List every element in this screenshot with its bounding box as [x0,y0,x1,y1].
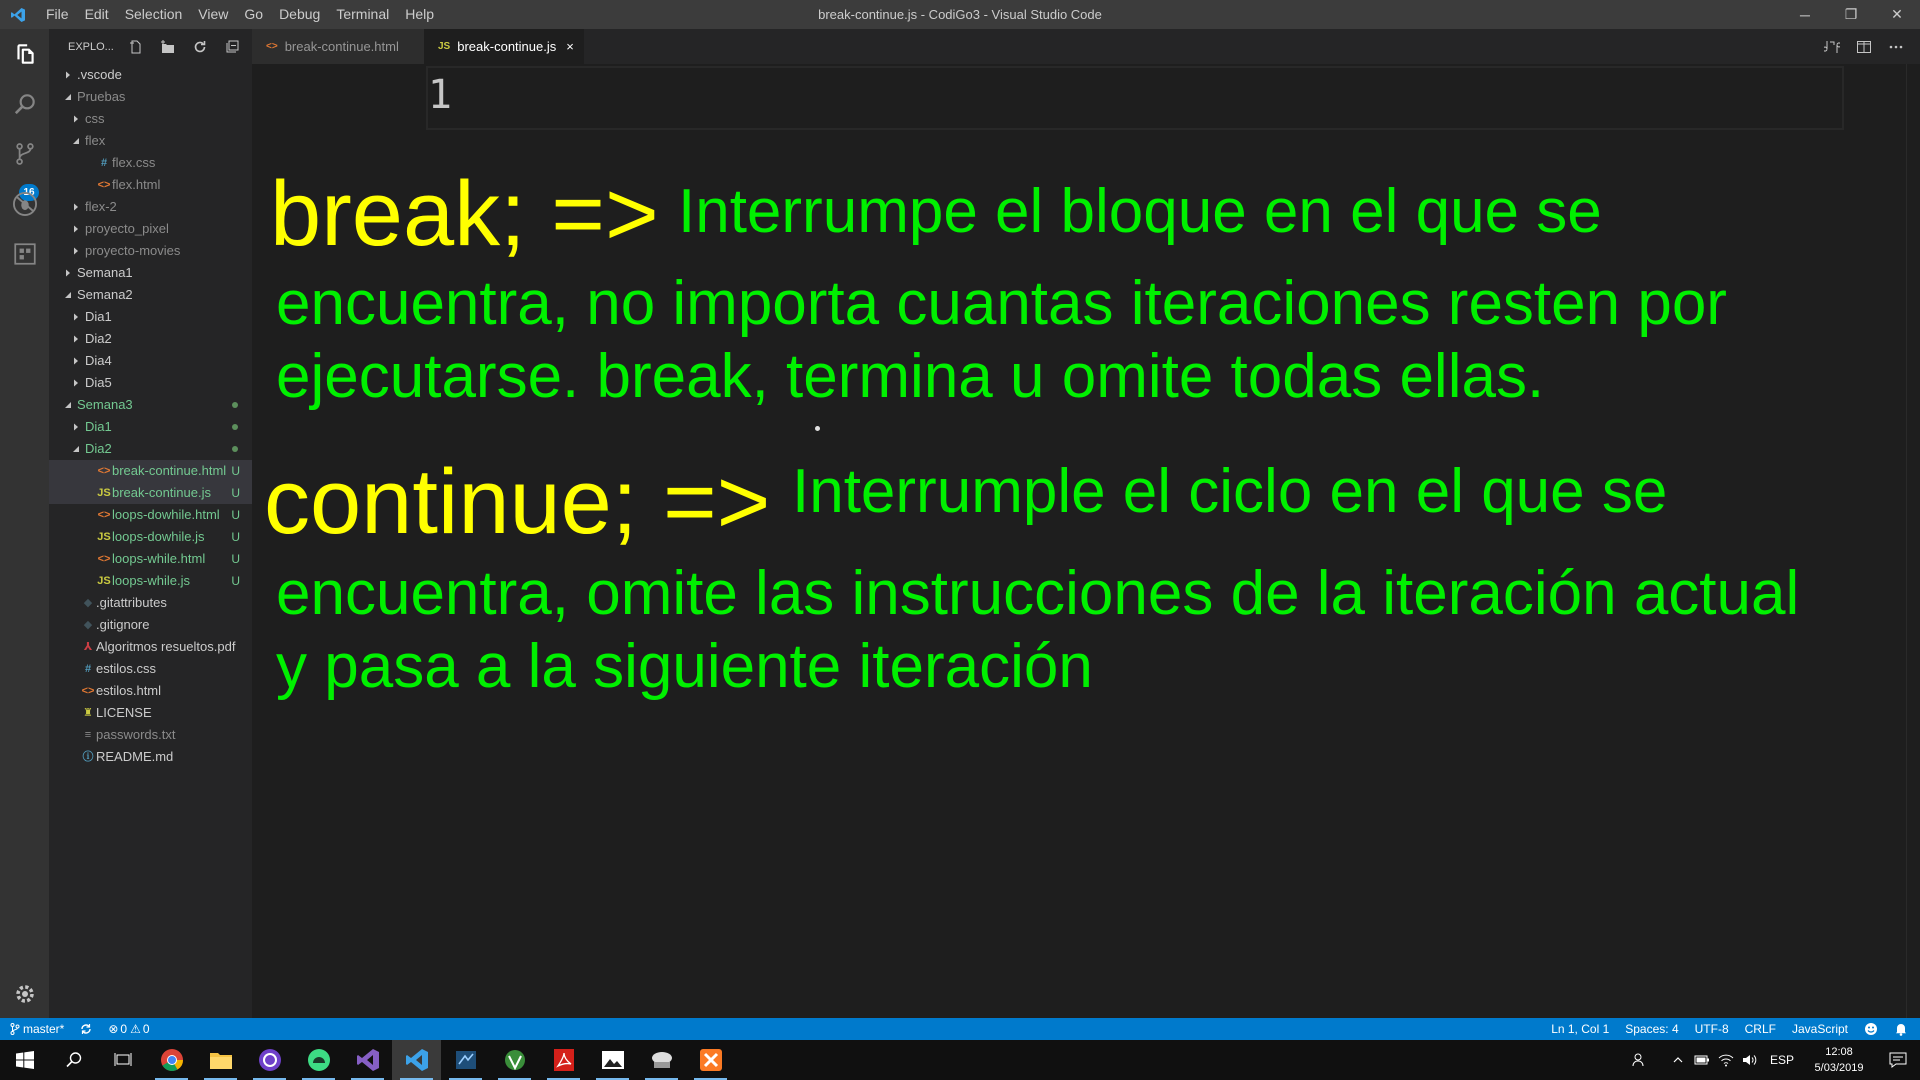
pdf-reader-app-icon[interactable] [539,1040,588,1080]
tree-folder[interactable] [49,196,252,218]
menu-debug[interactable]: Debug [279,6,321,22]
taskbar-search-icon[interactable] [49,1040,98,1080]
more-actions-icon[interactable] [1880,29,1912,64]
close-window-button[interactable]: ✕ [1891,6,1903,22]
volume-icon[interactable] [1738,1040,1762,1080]
tree-item-label: Dia2 [85,331,112,346]
tree-item-label: passwords.txt [96,727,176,742]
tree-item-label: flex [85,133,106,148]
tree-file[interactable] [49,526,252,548]
android-app-icon[interactable] [294,1040,343,1080]
git-status-dot-icon [232,446,238,452]
chevron-collapsed-icon[interactable] [71,328,81,350]
chevron-collapsed-icon[interactable] [71,196,81,218]
css-file-icon: # [84,663,92,675]
menu-edit[interactable]: Edit [84,6,109,22]
menu-terminal[interactable]: Terminal [336,6,390,22]
js-file-icon: JS [97,487,111,499]
editor-area[interactable] [252,64,1920,1018]
language-mode[interactable]: JavaScript [1791,1022,1848,1036]
current-line-highlight [426,66,1844,130]
file-tree [49,64,252,768]
tree-item-label: loops-while.js [112,573,191,588]
chevron-collapsed-icon[interactable] [71,306,81,328]
chevron-collapsed-icon[interactable] [71,350,81,372]
tree-item-label: Dia1 [85,309,112,324]
cursor-position[interactable]: Ln 1, Col 1 [1551,1022,1610,1036]
continue-keyword-annotation: continue; => [264,451,771,553]
tab-break-continue-html[interactable] [252,29,424,64]
js-file-icon: JS [438,41,451,52]
tree-item-label: proyecto-movies [85,243,181,258]
settings-gear-icon[interactable] [0,969,49,1018]
menu-view[interactable]: View [198,6,229,22]
tree-file[interactable] [49,746,252,768]
text-file-icon: ≡ [84,729,92,741]
windows-start-icon[interactable] [0,1040,49,1080]
tree-file[interactable] [49,174,252,196]
tree-item-label: flex.css [112,155,156,170]
error-icon: ⊗ [108,1022,119,1036]
split-editor-icon[interactable] [1848,29,1880,64]
tree-folder[interactable] [49,328,252,350]
license-file-icon: ♜ [83,707,93,719]
continue-description-line-1: Interrumple el ciclo en el que se [792,457,1668,526]
visual-studio-app-icon[interactable] [343,1040,392,1080]
tree-item-label: break-continue.html [112,463,227,478]
xampp-app-icon[interactable] [686,1040,735,1080]
menu-selection[interactable]: Selection [124,6,183,22]
tree-item-label: Dia5 [85,375,112,390]
end-of-line[interactable]: CRLF [1744,1022,1776,1036]
refresh-icon[interactable] [184,36,216,58]
clock[interactable] [1802,1044,1876,1076]
stray-dot-mark [815,426,820,431]
chevron-collapsed-icon[interactable] [63,64,73,86]
search-icon[interactable] [0,79,49,128]
git-status-untracked: U [231,464,240,478]
activity-bar [0,29,49,1018]
chevron-collapsed-icon[interactable] [63,262,73,284]
git-file-icon: ◆ [83,619,93,631]
tree-folder[interactable] [49,86,252,108]
vscode-app-icon[interactable] [392,1040,441,1080]
tab-break-continue-js[interactable] [424,29,584,64]
chevron-collapsed-icon[interactable] [71,108,81,130]
tree-item-label: Pruebas [77,89,126,104]
tree-item-label: LICENSE [96,705,152,720]
tree-file[interactable] [49,680,252,702]
sync-icon[interactable] [72,1018,100,1040]
editor-tab-bar [252,29,1920,64]
clock-date: 5/03/2019 [1814,1062,1864,1074]
task-view-icon[interactable] [98,1040,147,1080]
chevron-expanded-icon[interactable] [63,284,73,306]
chevron-collapsed-icon[interactable] [71,416,81,438]
tree-file[interactable] [49,504,252,526]
menu-go[interactable]: Go [244,6,264,22]
input-language[interactable]: ESP [1769,1053,1794,1067]
git-file-icon: ◆ [83,597,93,609]
html-file-icon: <> [97,553,111,565]
source-control-badge: 16 [19,184,39,201]
file-encoding[interactable]: UTF-8 [1694,1022,1729,1036]
tree-file[interactable] [49,724,252,746]
photos-app-icon[interactable] [588,1040,637,1080]
tree-item-label: break-continue.js [112,485,211,500]
tree-folder[interactable] [49,284,252,306]
extensions-icon[interactable] [0,229,49,278]
tree-folder[interactable] [49,416,252,438]
git-status-untracked: U [231,574,240,588]
tree-folder[interactable] [49,64,252,86]
tree-folder[interactable] [49,108,252,130]
tree-item-label: .vscode [77,67,122,82]
tree-file[interactable] [49,592,252,614]
css-file-icon: # [100,157,108,169]
tree-file[interactable] [49,702,252,724]
chevron-expanded-icon[interactable] [63,86,73,108]
git-status-dot-icon [232,424,238,430]
tree-folder[interactable] [49,438,252,460]
html-file-icon: <> [97,465,111,477]
people-icon[interactable] [1628,1040,1652,1080]
git-status-untracked: U [231,508,240,522]
break-description-line-2: encuentra, no importa cuantas iteraciones resten por [276,269,1727,338]
tree-folder[interactable] [49,218,252,240]
tree-item-label: README.md [96,749,174,764]
tree-folder[interactable] [49,262,252,284]
vscode-logo-icon [0,0,36,29]
tree-file[interactable] [49,460,252,482]
tree-item-label: proyecto_pixel [85,221,169,236]
title-bar [0,0,1920,29]
tree-item-label: loops-dowhile.js [112,529,205,544]
tree-file[interactable] [49,548,252,570]
tree-folder[interactable] [49,394,252,416]
source-control-icon[interactable] [0,129,49,178]
js-file-icon: JS [97,531,111,543]
git-status-untracked: U [231,486,240,500]
tree-file[interactable] [49,570,252,592]
tree-item-label: Algoritmos resueltos.pdf [96,639,236,654]
notifications-bell-icon[interactable] [1886,1018,1916,1040]
network-tool-app-icon[interactable] [637,1040,686,1080]
problems-indicator[interactable] [100,1018,157,1040]
line-number: 1 [427,72,452,118]
feedback-smiley-icon[interactable] [1856,1018,1886,1040]
debug-icon[interactable] [0,179,49,228]
git-status-untracked: U [231,552,240,566]
explorer-files-icon[interactable] [0,29,49,78]
tree-folder[interactable] [49,350,252,372]
tree-folder[interactable] [49,240,252,262]
chevron-collapsed-icon[interactable] [71,240,81,262]
html-file-icon: <> [97,509,111,521]
status-bar [0,1018,1920,1040]
tab-label: break-continue.html [284,39,399,54]
tree-item-label: Dia1 [85,419,112,434]
show-hidden-icons-chevron-icon[interactable] [1666,1040,1690,1080]
menu-help[interactable]: Help [405,6,435,22]
branch-indicator[interactable] [0,1018,72,1040]
action-center-icon[interactable] [1876,1040,1920,1080]
explorer-title: EXPLO... [68,40,114,53]
tab-label: break-continue.js [457,39,557,54]
tree-item-label: flex.html [112,177,161,192]
tree-item-label: Semana2 [77,287,133,302]
git-branch-icon [10,1023,20,1035]
explorer-header [49,29,252,64]
android-studio-app-icon[interactable] [490,1040,539,1080]
chevron-collapsed-icon[interactable] [71,218,81,240]
collapse-all-icon[interactable] [216,36,248,58]
warning-icon: ⚠ [130,1022,141,1036]
continue-description-line-2: encuentra, omite las instrucciones de la iteración actual [276,559,1800,628]
chevron-expanded-icon[interactable] [71,130,81,152]
clock-time: 12:08 [1825,1046,1853,1058]
tree-file[interactable] [49,636,252,658]
tree-item-label: Dia2 [85,441,112,456]
minimize-button[interactable]: ─ [1800,6,1810,23]
window-title: break-continue.js - CodiGo3 - Visual Studio Code [818,7,1102,22]
branch-name: master* [23,1022,65,1036]
chevron-expanded-icon[interactable] [71,438,81,460]
html-file-icon: <> [97,179,111,191]
tree-file[interactable] [49,482,252,504]
tree-folder[interactable] [49,130,252,152]
tree-item-label: Semana3 [77,397,133,412]
pdf-file-icon: ⅄ [83,641,93,653]
menu-file[interactable]: File [46,6,69,22]
system-tray [1628,1040,1920,1080]
restore-button[interactable]: ❐ [1844,6,1858,22]
tree-file[interactable] [49,658,252,680]
git-status-untracked: U [231,530,240,544]
github-desktop-app-icon[interactable] [245,1040,294,1080]
html-file-icon: <> [266,41,278,52]
html-file-icon: <> [81,685,95,697]
chevron-collapsed-icon[interactable] [71,372,81,394]
new-folder-icon[interactable] [152,36,184,58]
continue-description-line-3: y pasa a la siguiente iteración [276,632,1093,701]
chevron-expanded-icon[interactable] [63,394,73,416]
tree-item-label: .gitignore [96,617,150,632]
tree-item-label: css [85,111,105,126]
tree-item-label: flex-2 [85,199,117,214]
break-description-line-3: ejecutarse. break, termina u omite todas ellas. [276,342,1545,411]
windows-taskbar [0,1040,1920,1080]
tree-item-label: Semana1 [77,265,133,280]
chrome-app-icon[interactable] [147,1040,196,1080]
tree-item-label: estilos.html [96,683,162,698]
file-explorer-app-icon[interactable] [196,1040,245,1080]
tree-file[interactable] [49,614,252,636]
tree-item-label: loops-while.html [112,551,206,566]
explorer-sidebar [49,29,252,1018]
tree-item-label: estilos.css [96,661,156,676]
break-keyword-annotation: break; => [270,163,659,265]
info-file-icon: ⓘ [82,751,94,763]
git-status-dot-icon [232,402,238,408]
break-description-line-1: Interrumpe el bloque en el que se [678,177,1602,246]
new-file-icon[interactable] [120,36,152,58]
sql-server-app-icon[interactable] [441,1040,490,1080]
tree-folder[interactable] [49,306,252,328]
tree-file[interactable] [49,152,252,174]
battery-icon[interactable] [1690,1040,1714,1080]
warning-count: 0 [142,1022,150,1036]
tree-item-label: Dia4 [85,353,112,368]
tree-folder[interactable] [49,372,252,394]
error-count: 0 [120,1022,128,1036]
js-file-icon: JS [97,575,111,587]
open-changes-icon[interactable] [1816,29,1848,64]
wifi-icon[interactable] [1714,1040,1738,1080]
tree-item-label: .gitattributes [96,595,167,610]
indentation[interactable]: Spaces: 4 [1625,1022,1679,1036]
editor-vertical-scrollbar[interactable] [1906,64,1920,1018]
tree-item-label: loops-dowhile.html [112,507,220,522]
close-tab-icon[interactable]: × [566,39,574,54]
